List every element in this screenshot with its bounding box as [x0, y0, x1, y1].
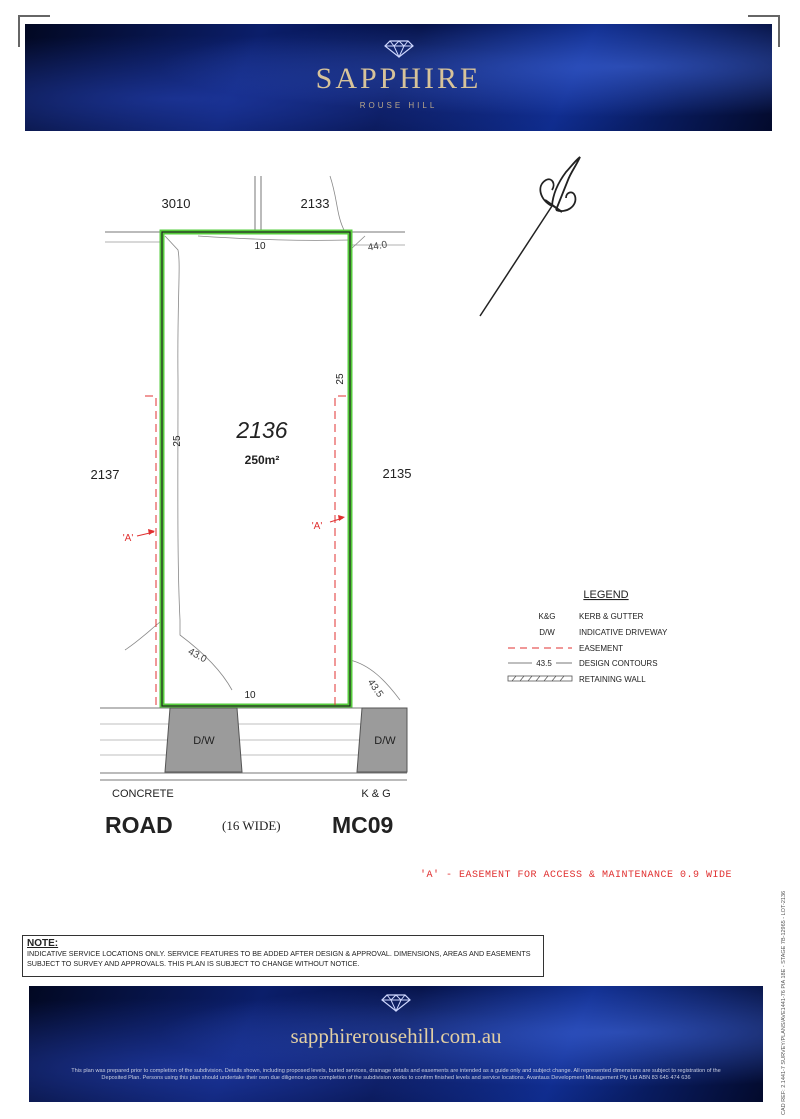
easement-marker: 'A' [122, 533, 134, 544]
lot-boundary-line [162, 232, 350, 706]
neighbour-lot-number: 2137 [90, 467, 120, 482]
neighbour-lot-number: 3010 [161, 196, 191, 211]
legend-symbol-text: D/W [539, 628, 555, 637]
note-box [22, 935, 544, 977]
lot-number: 2136 [236, 417, 288, 443]
legend-title: LEGEND [583, 589, 629, 601]
right-dimension: 25 [335, 373, 346, 385]
legend-symbol-text: K&G [538, 612, 556, 621]
road-width: (16 WIDE) [222, 818, 281, 833]
legend-item-label: EASEMENT [579, 644, 624, 653]
easement-arrowhead-right [338, 515, 345, 521]
north-arrow-icon [480, 157, 580, 316]
road-code: MC09 [332, 812, 394, 838]
legend-item-label: KERB & GUTTER [579, 612, 644, 621]
brand-name: SAPPHIRE [315, 62, 482, 95]
road-surface-label: CONCRETE [112, 788, 174, 800]
kerb-gutter-label: K & G [361, 788, 391, 800]
contour-line [165, 236, 232, 690]
easement-line-left [145, 396, 156, 706]
easement-marker: 'A' [311, 521, 323, 532]
legend-hatch [512, 676, 564, 681]
contour-line [198, 236, 350, 240]
contour-label: 43.5 [364, 677, 386, 700]
left-dimension: 25 [172, 435, 183, 447]
lot-boundary [162, 232, 350, 706]
driveway-label: D/W [193, 735, 215, 747]
contour-line [125, 622, 160, 650]
front-dimension: 10 [244, 690, 256, 701]
legend-item-label: RETAINING WALL [579, 675, 646, 684]
contour-label: 44.0 [367, 239, 389, 254]
neighbour-lot-number: 2133 [300, 196, 330, 211]
easement-note: 'A' - EASEMENT FOR ACCESS & MAINTENANCE 0.9 WIDE [420, 870, 733, 881]
contour-label: 43.0 [185, 646, 209, 666]
legend-item-label: DESIGN CONTOURS [579, 659, 658, 668]
disclaimer: This plan was prepared prior to completion of the subdivision. Details shown, including proposed levels, buried services, drainage details and easements are intended as a guide only and subject change. All represented dimensions are subject to registration of the Deposited Plan. Persons using this plan should undertake their own due diligence upon completion of the subdivision works to confirm finished levels and service locations. Avantaus Development Management Pty Ltd ABN 83 645 474 636 [71, 1068, 721, 1081]
easement-line-right [335, 396, 346, 706]
legend-symbol-text: 43.5 [536, 659, 552, 668]
note-body: INDICATIVE SERVICE LOCATIONS ONLY. SERVICE FEATURES TO BE ADDED AFTER DESIGN & APPROVAL. DIMENSIONS, AREAS AND EASEMENTS SUBJECT TO SURVEY AND APPROVALS. THIS PLAN IS SUBJECT TO CHANGE WITHOUT NOTICE. [27, 949, 531, 968]
note-title: NOTE: [27, 938, 59, 949]
driveway-label: D/W [374, 735, 396, 747]
brand-subtitle: ROUSE HILL [359, 101, 438, 110]
footer-banner [29, 986, 763, 1102]
legend [508, 589, 668, 684]
road-name: ROAD [105, 812, 173, 838]
contour-line [330, 176, 345, 232]
rear-dimension: 10 [254, 241, 266, 252]
cad-reference: CAD REF: 2.1441-7 SURVEY/PLANS/AVE1441-76 PIA 18E - STAGE 7B-12965 - LOT-2136 [781, 890, 787, 1115]
lot-area: 250m² [244, 453, 280, 467]
diamond-icon [381, 994, 411, 1012]
legend-item-label: INDICATIVE DRIVEWAY [579, 628, 668, 637]
website-link[interactable]: sapphirerousehill.com.au [290, 1024, 502, 1048]
neighbour-lot-number: 2135 [382, 466, 412, 481]
